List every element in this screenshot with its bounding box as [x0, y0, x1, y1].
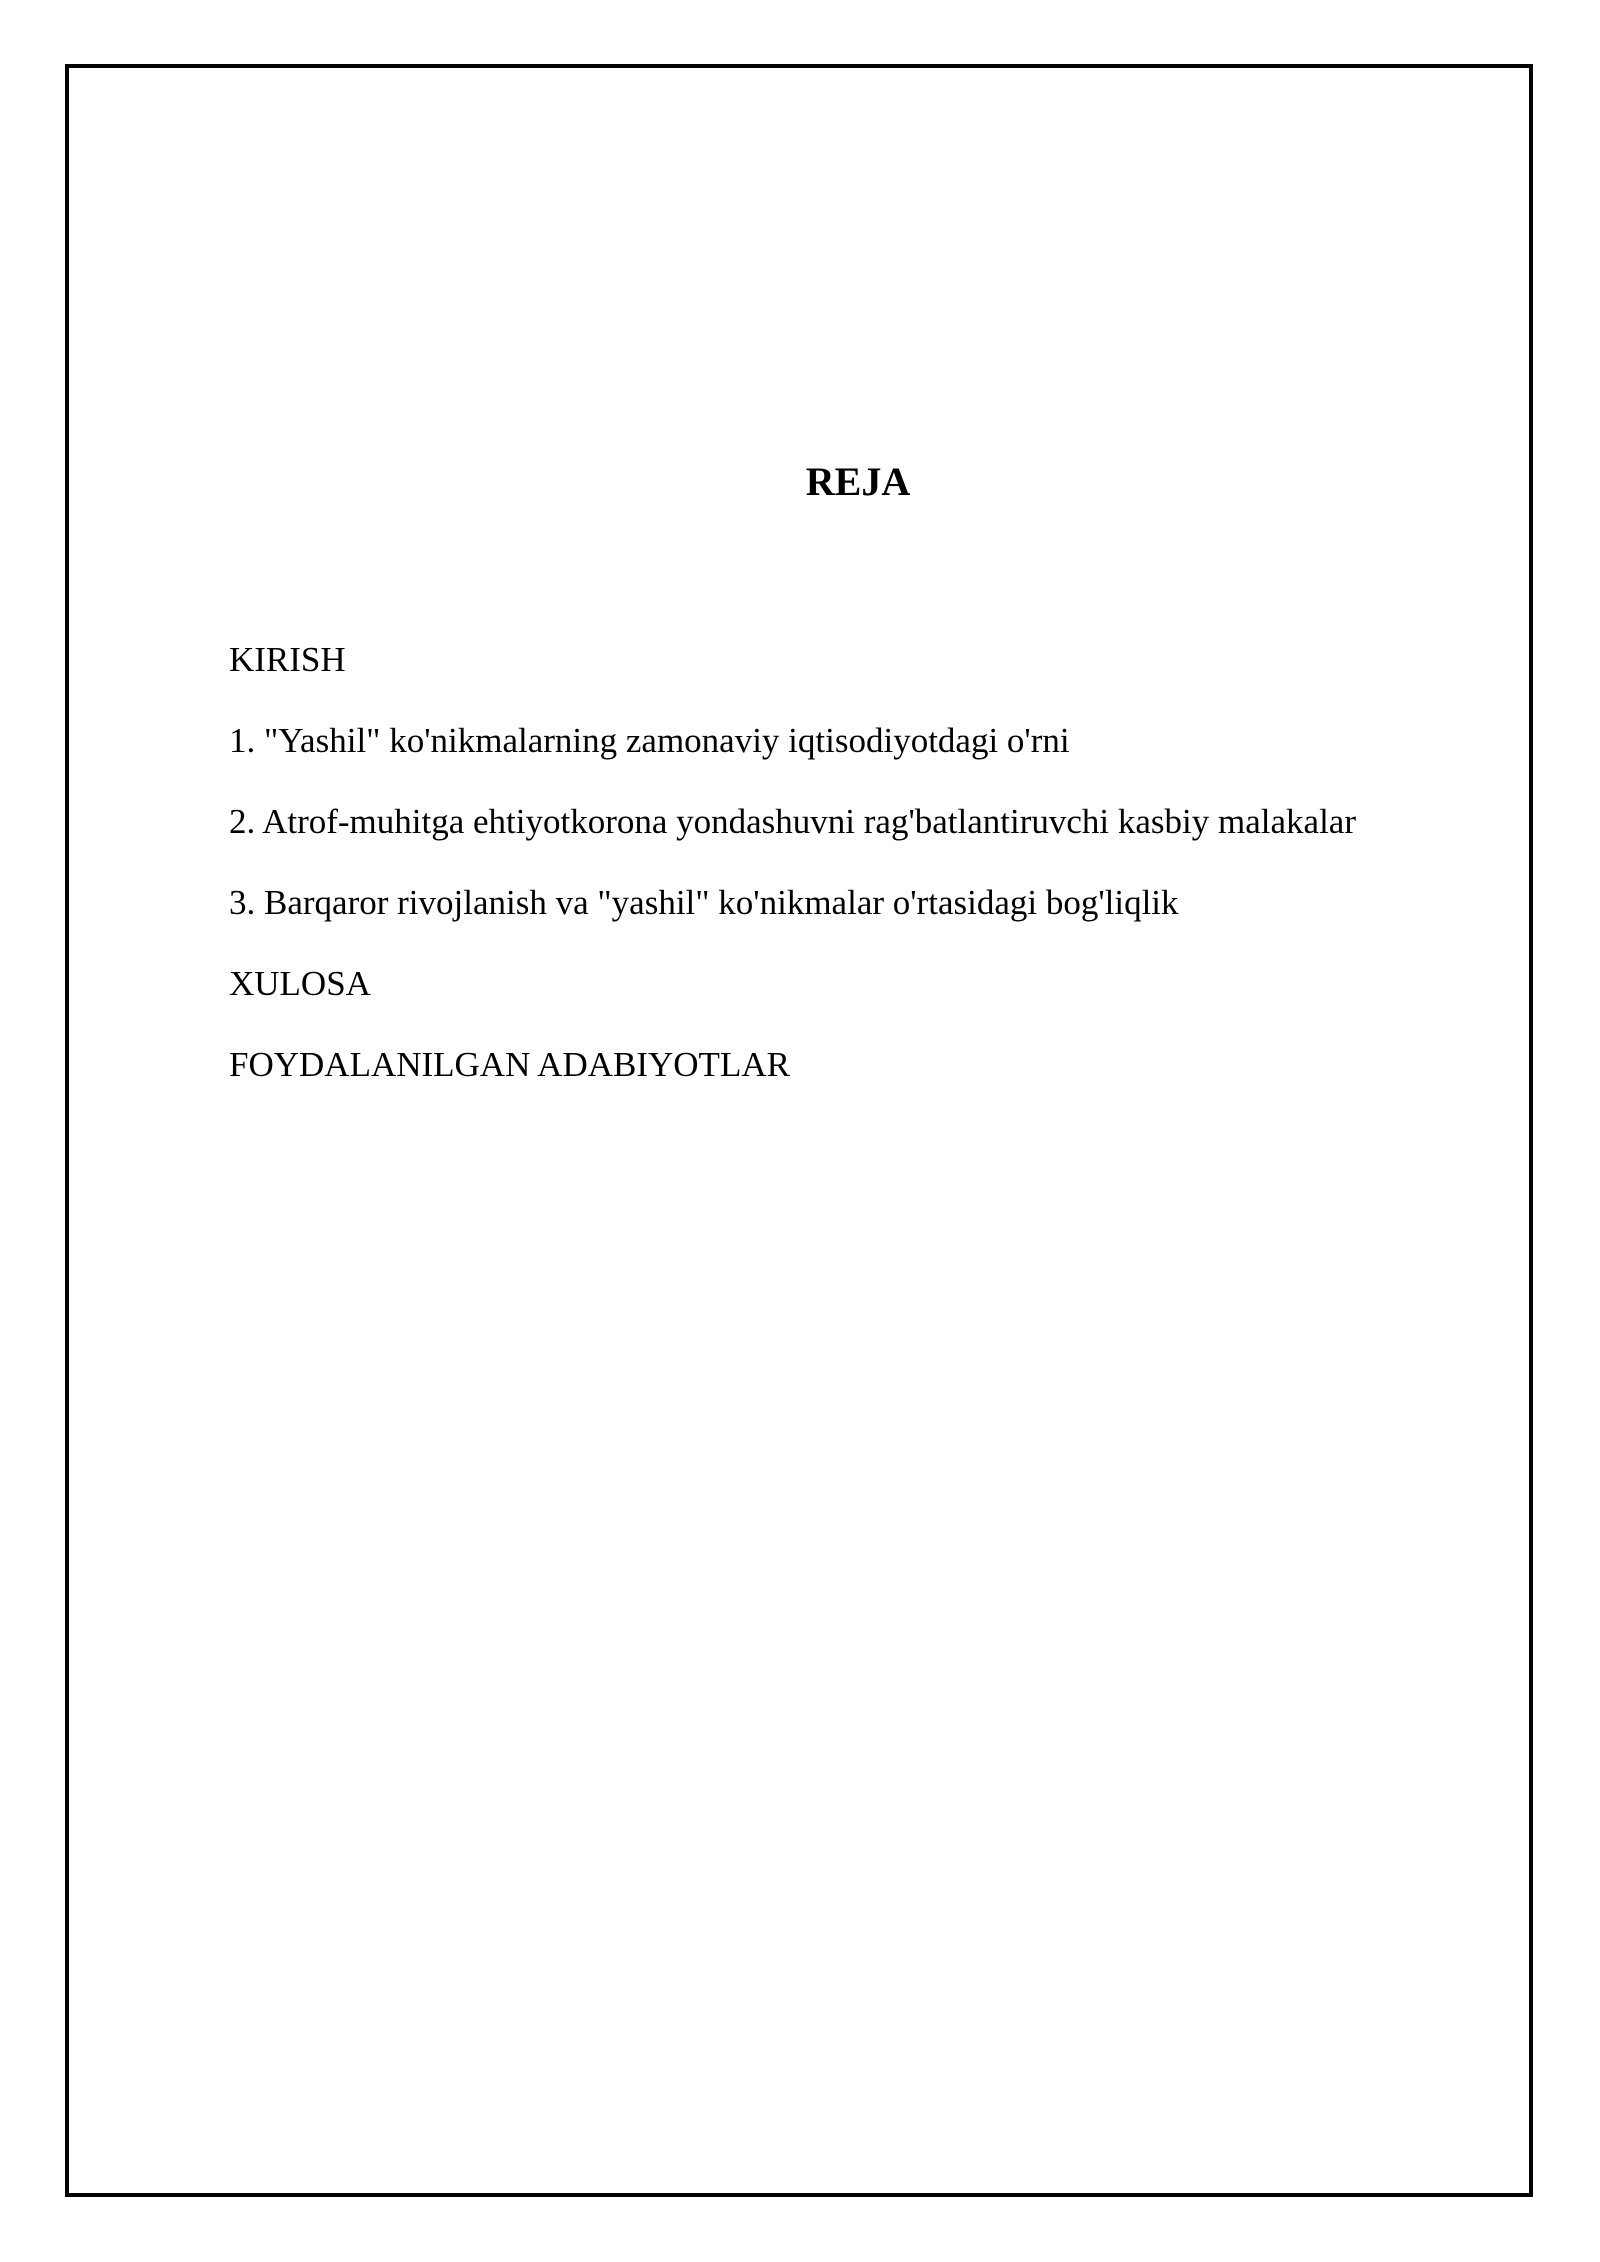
toc-item-section-3: 3. Barqaror rivojlanish va "yashil" ko'nikmalar o'rtasidagi bog'liqlik	[229, 883, 1179, 922]
table-of-contents	[229, 636, 1509, 1122]
toc-item-references: FOYDALANILGAN ADABIYOTLAR	[229, 1045, 790, 1084]
toc-item-section-2: 2. Atrof-muhitga ehtiyotkorona yondashuvni rag'batlantiruvchi kasbiy malakalar	[229, 802, 1356, 841]
toc-item-conclusion: XULOSA	[229, 964, 371, 1003]
page-title: REJA	[805, 459, 911, 504]
toc-item-section-1: 1. "Yashil" ko'nikmalarning zamonaviy iqtisodiyotdagi o'rni	[229, 721, 1070, 760]
page-border	[65, 64, 1533, 2197]
toc-item-introduction: KIRISH	[229, 640, 346, 679]
